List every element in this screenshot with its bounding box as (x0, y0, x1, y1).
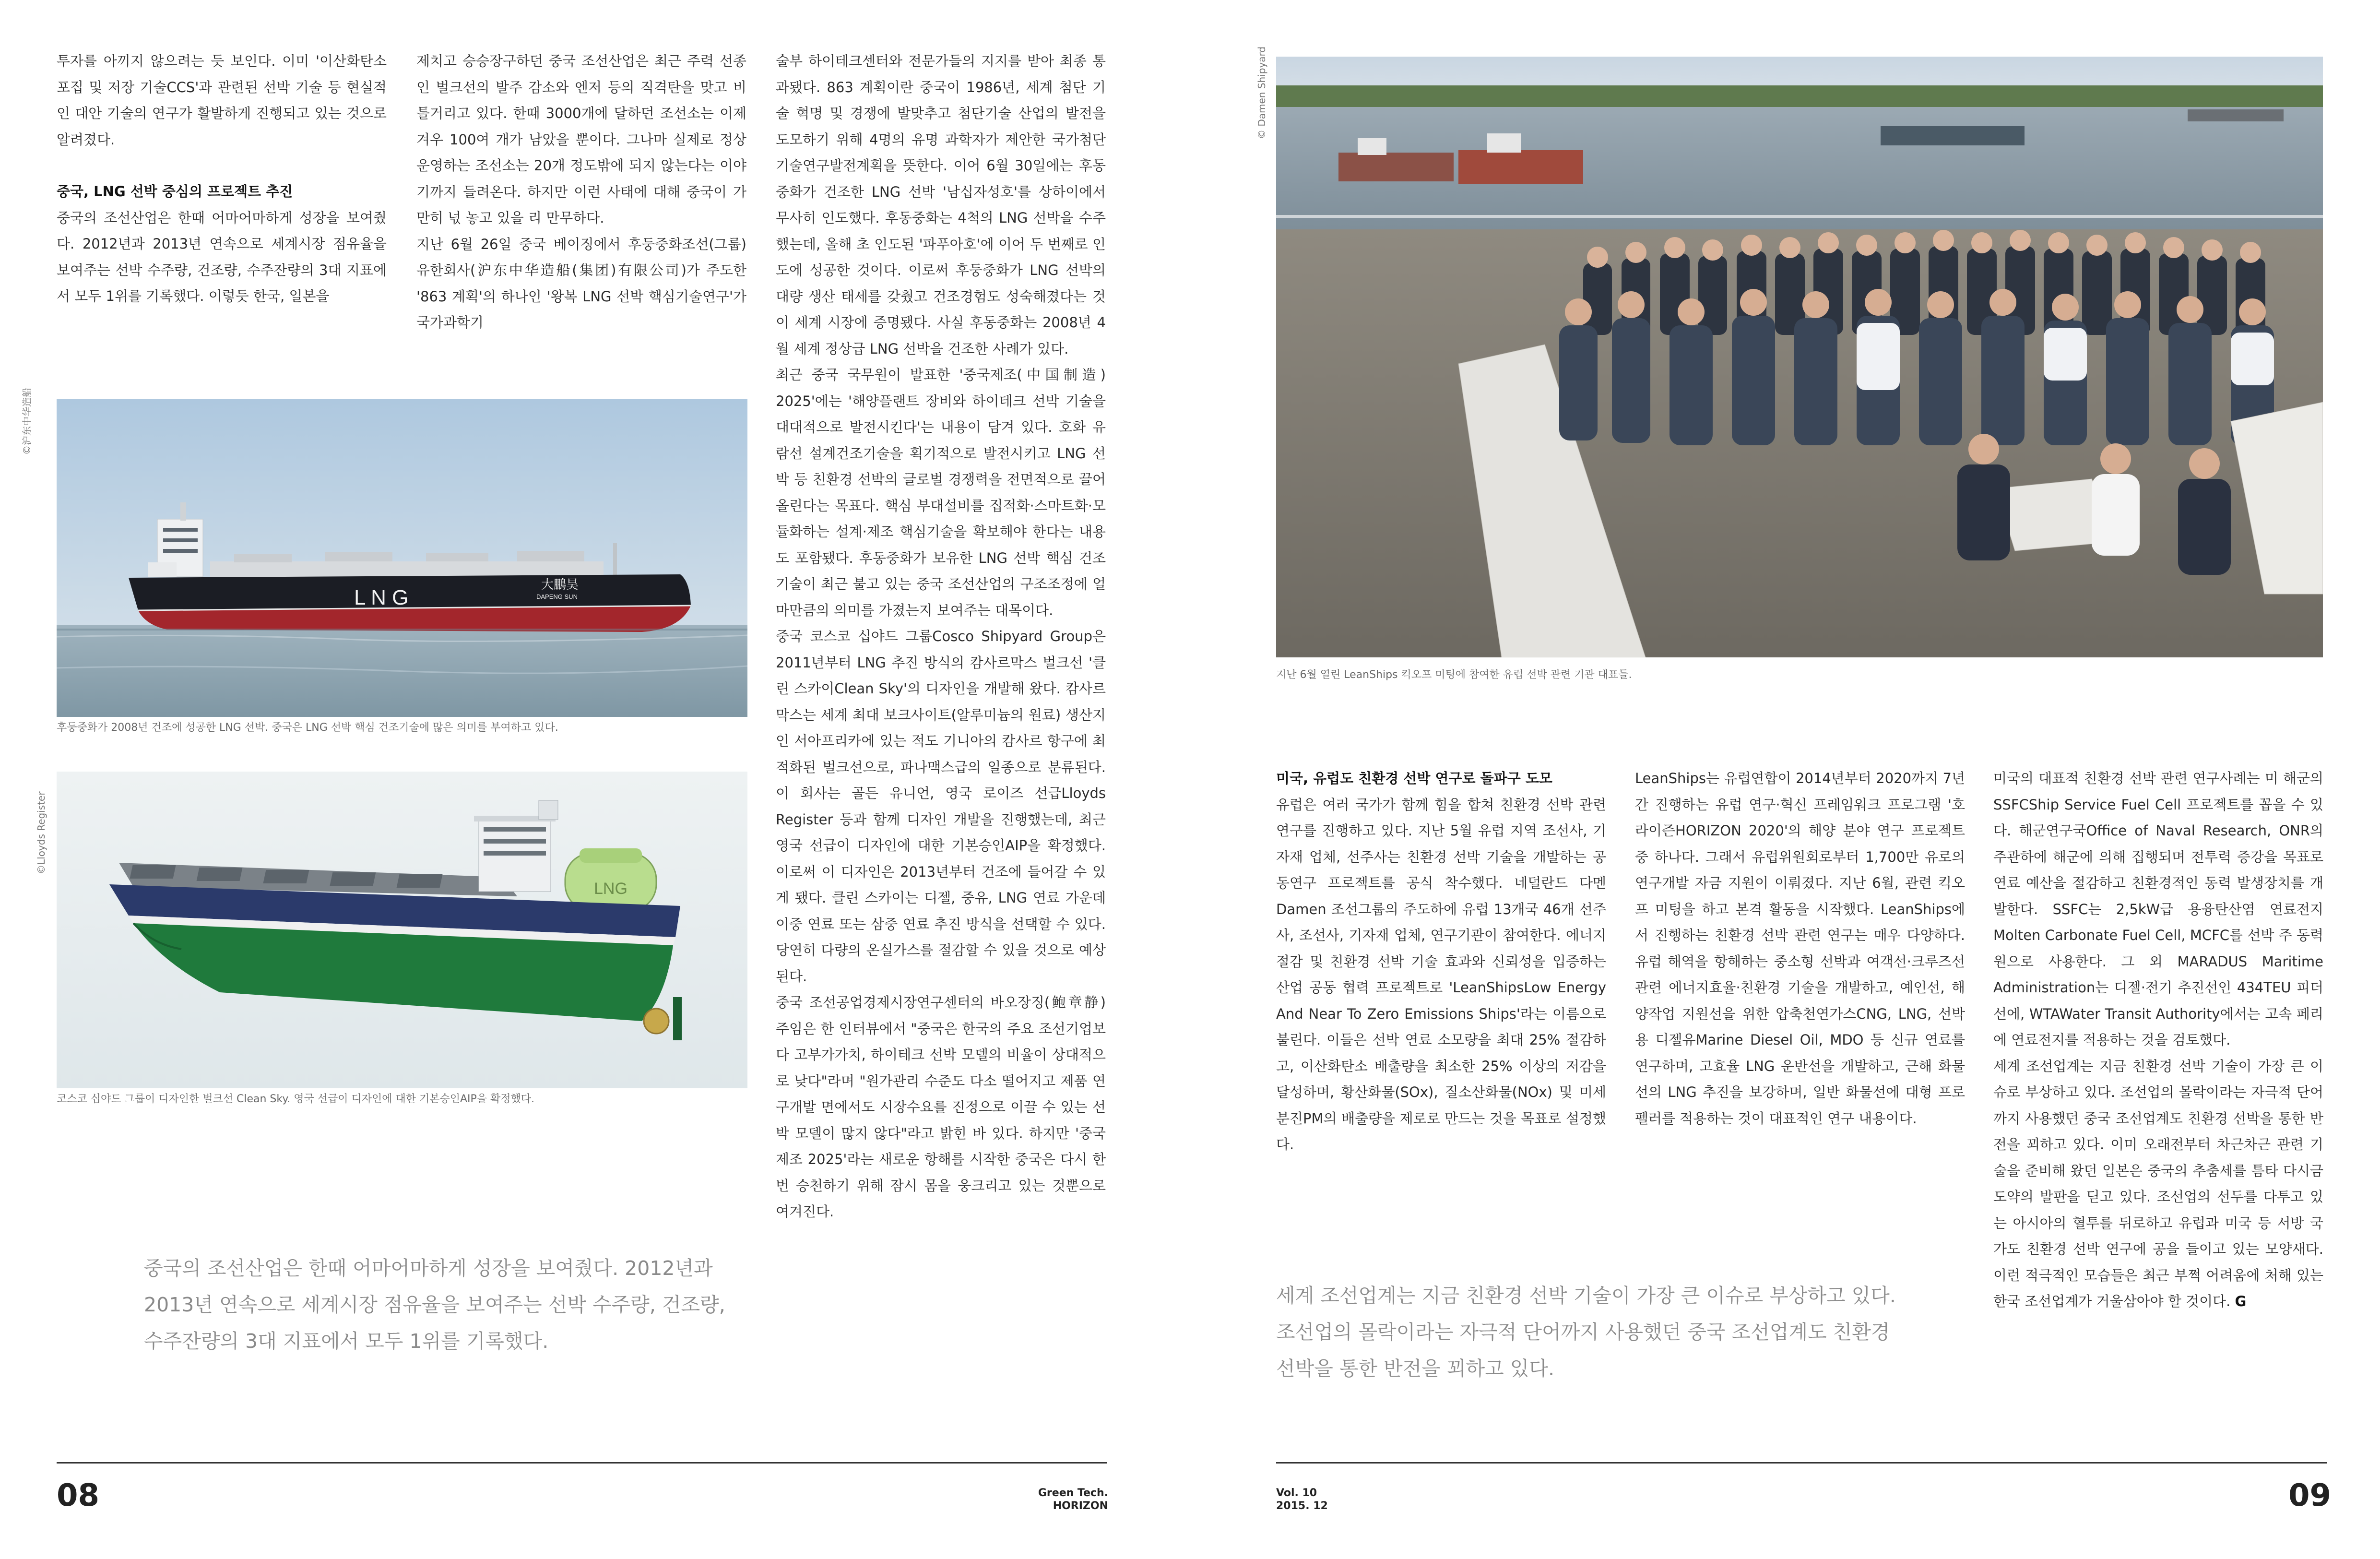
footer-line: Green Tech. (1038, 1487, 1108, 1499)
left-col2 (416, 48, 746, 336)
footer-publication (1031, 1487, 1108, 1512)
photo-caption: 코스코 십야드 그룹이 디자인한 벌크선 Clean Sky. 영국 선급이 디자인에 대한 기본승인AIP을 확정했다. (57, 1093, 535, 1105)
paragraph: 중국 코스코 십야드 그룹Cosco Shipyard Group은 2011년부터 LNG 추진 방식의 캄사르막스 벌크선 '클린 스카이Clean Sky'의 디자인을 개발해 왔다. 캄사르막스는 세계 최대 보크사이트(알루미늄의 원료) 생산지인 서아프리카에 있는 적도 기니아의 캄사르 항구에 최적화된 벌크선으로, 파나맥스급의 일종으로 분류된다. 이 회사는 골든 유니언, 영국 로이즈 선급Lloyds Register 등과 함께 디자인 개발을 진행했는데, 최근 영국 선급이 디자인에 대한 기본승인AIP을 확정했다. 이로써 이 디자인은 2013년부터 건조에 들어갈 수 있게 됐다. 클린 스카이는 디젤, 중유, LNG 연료 가운데 이중 연료 또는 삼중 연료 추진 방식을 선택할 수 있다. 당연히 다량의 온실가스를 절감할 수 있을 것으로 예상된다. (776, 628, 1106, 985)
hull-lettering: L N G (354, 586, 409, 609)
footer-line: HORIZON (1053, 1500, 1108, 1512)
right-col2 (1635, 765, 1965, 1131)
paragraph: LeanShips는 유럽연합이 2014년부터 2020까지 7년간 진행하는 유럽 연구·혁신 프레임워크 프로그램 '호라이즌HORIZON 2020'의 해양 분야 연구 프로젝트 중 하나다. 그래서 유럽위원회로부터 1,700만 유로의 연구개발 자금 지원이 이뤄졌다. 지난 6월, 관련 킥오프 미팅을 하고 본격 활동을 시작했다. LeanShips에서 진행하는 친환경 선박 관련 연구는 매우 다양하다. 유럽 해역을 항해하는 중소형 선박과 여객선·크루즈선 관련 에너지효율·친환경 기술을 개발하고, 예인선, 해양작업 지원선을 위한 압축천연가스CNG, LNG, 선박용 디젤유Marine Diesel Oil, MDO 등 신규 연료를 연구하며, 고효율 LNG 운반선을 개발하고, 근해 화물선의 LNG 추진을 보강하며, 일반 화물선에 대형 프로펠러를 적용하는 것이 대표적인 연구 내용이다. (1635, 770, 1965, 1127)
photo-credit: ©Lloyds Register (36, 791, 47, 874)
footer-line: 2015. 12 (1276, 1500, 1328, 1512)
photo-credit: ©沪东中华造船 (21, 388, 33, 455)
footer-issue (1276, 1487, 1328, 1512)
pull-quote (1276, 1277, 1957, 1387)
pull-quote-line: 조선업의 몰락이라는 자극적 단어까지 사용했던 중국 조선업계도 친환경 (1276, 1321, 1890, 1344)
clean-sky-render (57, 772, 747, 1088)
right-col3 (1993, 765, 2323, 1315)
pull-quote-line: 선박을 통한 반전을 꾀하고 있다. (1276, 1357, 1555, 1380)
pull-quote (144, 1250, 758, 1359)
photo-caption: 지난 6월 열린 LeanShips 킥오프 미팅에 참여한 유럽 선박 관련 기관 대표들. (1276, 669, 1632, 681)
left-col1 (57, 48, 387, 309)
photo-caption: 후둥중화가 2008년 건조에 성공한 LNG 선박. 중국은 LNG 선박 핵심 건조기술에 많은 의미를 부여하고 있다. (57, 722, 558, 734)
leanships-group-photo (1276, 57, 2323, 657)
right-col1 (1276, 765, 1606, 1158)
footer-rule (1276, 1462, 2327, 1464)
left-col3 (776, 48, 1106, 1225)
paragraph: 유럽은 여러 국가가 함께 힘을 합쳐 친환경 선박 관련 연구를 진행하고 있다. 지난 5월 유럽 지역 조선사, 기자재 업체, 선주사는 친환경 선박 기술을 개발하는 공동연구 프로젝트를 공식 착수했다. 네덜란드 다멘Damen 조선그룹의 주도하에 유럽 13개국 46개 선주사, 조선사, 기자재 업체, 연구기관이 참여한다. 에너지 절감 및 친환경 선박 기술 효과와 신뢰성을 입증하는 산업 공동 협력 프로젝트로 'LeanShipsLow Energy And Near To Zero Emissions Ships'라는 이름으로 불린다. 이들은 선박 연료 소모량을 최대 25% 절감하고, 이산화탄소 배출량을 최소한 25% 이상의 저감을 달성하며, 황산화물(SOx), 질소산화물(NOx) 및 미세분진PM의 배출량을 제로로 만드는 것을 목표로 설정했다. (1276, 796, 1606, 1153)
paragraph: 최근 중국 국무원이 발표한 '중국제조(中国制造) 2025'에는 '해양플랜트 장비와 하이테크 선박 기술을 대대적으로 발전시킨다'는 내용이 담겨 있다. 호화 유람선 설계건조기술을 획기적으로 발전시키고 LNG 선박 등 친환경 선박의 글로벌 경쟁력을 전면적으로 끌어올린다는 목표다. 핵심 부대설비를 집적화·스마트화·모듈화하는 설계·제조 핵심기술을 확보해야 한다는 내용도 포함됐다. 후동중화가 보유한 LNG 선박 핵심 건조기술이 최근 불고 있는 중국 조선산업의 구조조정에 얼마만큼의 의미를 가졌는지 보여주는 대목이다. (776, 367, 1106, 619)
page-number: 08 (57, 1478, 100, 1513)
pull-quote-line: 수주잔량의 3대 지표에서 모두 1위를 기록했다. (144, 1330, 549, 1353)
pull-quote-line: 2013년 연속으로 세계시장 점유율을 보여주는 선박 수주량, 건조량, (144, 1293, 725, 1316)
ship-name-en: DAPENG SUN (536, 593, 578, 600)
paragraph: 술부 하이테크센터와 전문가들의 지지를 받아 최종 통과됐다. 863 계획이란 중국이 1986년, 세계 첨단 기술 혁명 및 경쟁에 발맞추고 첨단기술 산업의 발전을 도모하기 위해 4명의 유명 과학자가 제안한 국가첨단기술연구발전계획을 뜻한다. 이어 6월 30일에는 후동중화가 건조한 LNG 선박 '남십자성호'를 상하이에서 무사히 인도했다. 후동중화는 4척의 LNG 선박을 수주했는데, 올해 초 인도된 '파푸아호'에 이어 두 번째로 인도에 성공한 것이다. 이로써 후둥중화가 LNG 선박의 대량 생산 태세를 갖췄고 건조경험도 성숙해졌다는 것이 세계 시장에 증명됐다. 사실 후동중화는 2008년 4월 세계 정상급 LNG 선박을 건조한 사례가 있다. (776, 53, 1106, 357)
lng-carrier-photo (57, 399, 747, 717)
paragraph: 중국 조선공업경제시장연구센터의 바오장징(鲍章静) 주임은 한 인터뷰에서 "중국은 한국의 주요 조선기업보다 고부가가치, 하이테크 선박 모델의 비율이 상대적으로 낮다"라며 "원가관리 수준도 다소 떨어지고 제품 연구개발 면에서도 시장수요를 진정으로 이끌 수 있는 선박 모델이 많지 않다"라고 밝힌 바 있다. 하지만 '중국제조 2025'라는 새로운 항해를 시작한 중국은 다시 한 번 승천하기 위해 잠시 몸을 웅크리고 있는 것뿐으로 여겨진다. (776, 994, 1106, 1220)
paragraph: 중국의 조선산업은 한때 어마어마하게 성장을 보여줬다. 2012년과 2013년 연속으로 세계시장 점유율을 보여주는 선박 수주량, 건조량, 수주잔량의 3대 지표에서 모두 1위를 기록했다. 이렇듯 한국, 일본을 (57, 209, 387, 304)
paragraph: 투자를 아끼지 않으려는 듯 보인다. 이미 '이산화탄소 포집 및 저장 기술CCS'과 관련된 선박 기술 등 현실적인 대안 기술의 연구가 활발하게 진행되고 있는 것으로 알려졌다. (57, 53, 387, 148)
section-heading: 중국, LNG 선박 중심의 프로젝트 추진 (57, 183, 293, 200)
footer-rule (57, 1462, 1107, 1464)
paragraph-text: 세계 조선업계는 지금 친환경 선박 기술이 가장 큰 이슈로 부상하고 있다. 조선업의 몰락이라는 자극적 단어까지 사용했던 중국 조선업계도 친환경 선박을 통한 반전을 꾀하고 있다. 이미 오래전부터 차근차근 관련 기술을 준비해 왔던 일본은 중국의 추춤세를 틈타 다시금 도약의 발판을 딛고 있다. 조선업의 선두를 다투고 있는 아시아의 혈투를 뒤로하고 유럽과 미국 등 서방 국가도 친환경 선박 연구에 공을 들이고 있는 모양새다. 이런 적극적인 모습들은 최근 부쩍 어려움에 처해 있는 한국 조선업계가 거울삼아야 할 것이다. (1993, 1058, 2323, 1309)
tank-label: LNG (594, 880, 628, 898)
ship-name: 大鵬昊 (541, 578, 579, 592)
pull-quote-line: 세계 조선업계는 지금 친환경 선박 기술이 가장 큰 이슈로 부상하고 있다. (1276, 1284, 1896, 1307)
paragraph (1993, 1053, 2323, 1315)
page-number: 09 (2288, 1478, 2332, 1513)
pull-quote-line: 중국의 조선산업은 한때 어마어마하게 성장을 보여줬다. 2012년과 (144, 1257, 713, 1280)
end-mark: G (2235, 1293, 2247, 1309)
paragraph: 지난 6월 26일 중국 베이징에서 후둥중화조선(그룹) 유한회사(沪东中华造船(集团)有限公司)가 주도한 '863 계획'의 하나인 '왕복 LNG 선박 핵심기술연구'가 국가과학기 (416, 236, 746, 331)
paragraph: 제치고 승승장구하던 중국 조선산업은 최근 주력 선종인 벌크선의 발주 감소와 엔저 등의 직격탄을 맞고 비틀거리고 있다. 한때 3000개에 달하던 조선소는 이제 겨우 100여 개가 남았을 뿐이다. 그나마 실제로 정상 운영하는 조선소는 20개 정도밖에 되지 않는다는 이야기까지 들려온다. 하지만 이런 사태에 대해 중국이 가만히 넋 놓고 있을 리 만무하다. (416, 53, 746, 226)
paragraph: 미국의 대표적 친환경 선박 관련 연구사례는 미 해군의 SSFCShip Service Fuel Cell 프로젝트를 꼽을 수 있다. 해군연구국Office of Naval Research, ONR의 주관하에 해군에 의해 집행되며 전투력 증강을 목표로 연료 예산을 절감하고 친환경적인 동력 발생장치를 개발한다. SSFC는 2,5kW급 용융탄산염 연료전지Molten Carbonate Fuel Cell, MCFC를 선박 주 동력원으로 사용한다. 그 외 MARADUS Maritime Administration는 디젤·전기 추진선인 434TEU 피더선에, WTAWater Transit Authority에서는 고속 페리에 연료전지를 적용하는 것을 검토했다. (1993, 770, 2323, 1048)
footer-line: Vol. 10 (1276, 1487, 1317, 1499)
photo-credit: © Damen Shipyard (1256, 46, 1267, 139)
section-heading: 미국, 유럽도 친환경 선박 연구로 돌파구 도모 (1276, 770, 1552, 786)
